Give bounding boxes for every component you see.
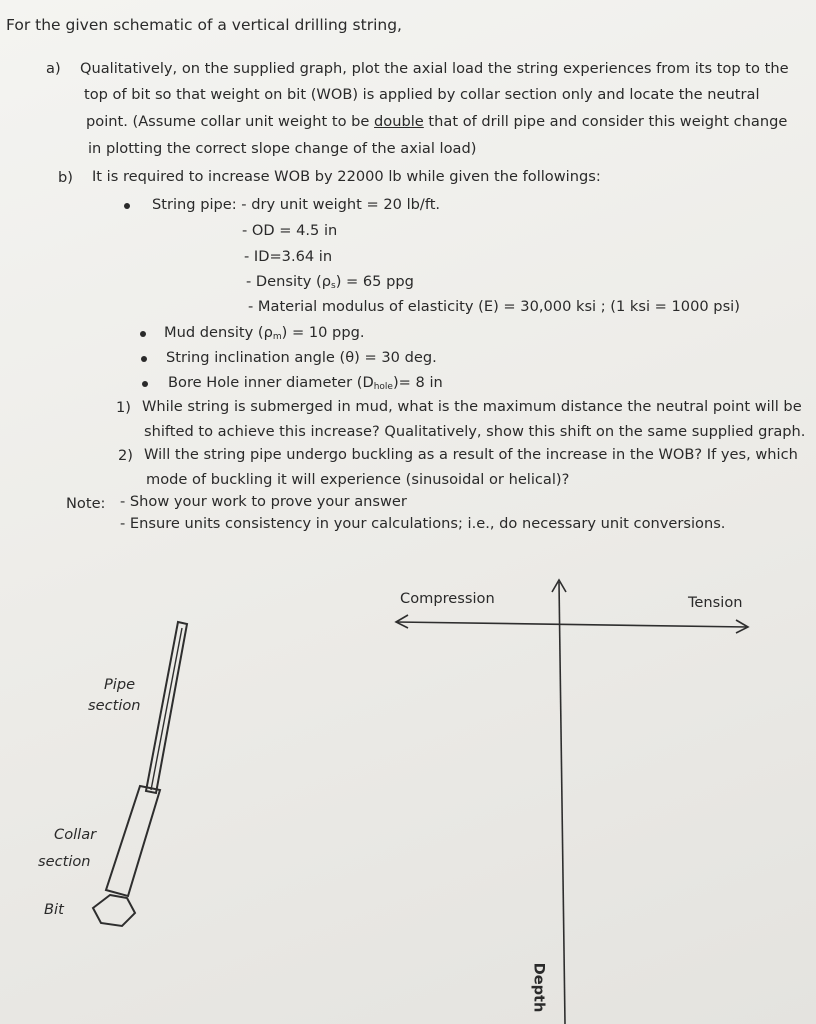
density-sub: s — [330, 281, 336, 291]
string-pipe-od: - OD = 4.5 in — [242, 222, 338, 239]
compression-label: Compression — [400, 590, 495, 607]
horizontal-axis — [396, 622, 748, 627]
note-label: Note: — [66, 495, 106, 512]
question-1-line-1: While string is submerged in mud, what is the maximum distance the neutral point will be — [142, 398, 802, 415]
bit-label: Bit — [44, 901, 64, 918]
collar-label-2: section — [38, 853, 91, 870]
part-a-line-2: top of bit so that weight on bit (WOB) is applied by collar section only and locate the neutral — [84, 86, 760, 103]
part-b-intro: It is required to increase WOB by 22000 lb while given the followings: — [92, 168, 601, 185]
depth-label: Depth — [530, 962, 548, 1013]
note-line-1: - Show your work to prove your answer — [120, 493, 407, 510]
vertical-axis — [559, 582, 565, 1024]
pipe-label-1: Pipe — [104, 676, 136, 693]
part-a-line-3-pre: point. (Assume collar unit weight to be — [86, 113, 375, 130]
pipe-label-2: section — [88, 697, 141, 714]
collar-section-shape — [106, 786, 160, 896]
question-1-marker: 1) — [116, 399, 131, 416]
density-pre: - Density (ρ — [246, 273, 331, 290]
part-a-line-4: in plotting the correct slope change of the axial load) — [88, 140, 477, 157]
collar-label-1: Collar — [54, 826, 97, 843]
question-2-marker: 2) — [118, 447, 133, 464]
string-pipe-id: - ID=3.64 in — [244, 248, 333, 265]
string-pipe-modulus: - Material modulus of elasticity (E) = 30,000 ksi ; (1 ksi = 1000 psi) — [248, 298, 740, 315]
mud-sub: m — [272, 332, 282, 342]
mud-post: ) = 10 ppg. — [281, 324, 365, 341]
page-title: For the given schematic of a vertical drilling string, — [6, 16, 402, 34]
pipe-inner-line — [151, 628, 182, 790]
note-line-2: - Ensure units consistency in your calculations; i.e., do necessary unit conversions. — [120, 515, 726, 532]
density-post: ) = 65 ppg — [335, 273, 414, 290]
mud-pre: Mud density (ρ — [164, 324, 273, 341]
part-a-line-3-post: that of drill pipe and consider this weight change — [423, 113, 788, 130]
tension-label: Tension — [688, 594, 743, 611]
question-1-line-2: shifted to achieve this increase? Qualitatively, show this shift on the same supplied graph. — [144, 423, 806, 440]
hole-post: )= 8 in — [392, 374, 443, 391]
bit-shape — [93, 895, 135, 926]
part-a-underlined-word: double — [374, 113, 424, 130]
question-2-line-2: mode of buckling it will experience (sinusoidal or helical)? — [146, 471, 570, 488]
part-a-line-1: Qualitatively, on the supplied graph, plot the axial load the string experiences from its top to the — [80, 60, 789, 77]
question-2-line-1: Will the string pipe undergo buckling as a result of the increase in the WOB? If yes, which — [144, 446, 798, 463]
hole-sub: hole — [373, 382, 393, 392]
string-pipe-weight: String pipe: - dry unit weight = 20 lb/ft. — [152, 196, 441, 213]
inclination-angle: String inclination angle (θ) = 30 deg. — [166, 349, 437, 366]
hole-pre: Bore Hole inner diameter (D — [168, 374, 374, 391]
part-a-marker: a) — [46, 60, 61, 77]
part-b-marker: b) — [58, 169, 73, 186]
